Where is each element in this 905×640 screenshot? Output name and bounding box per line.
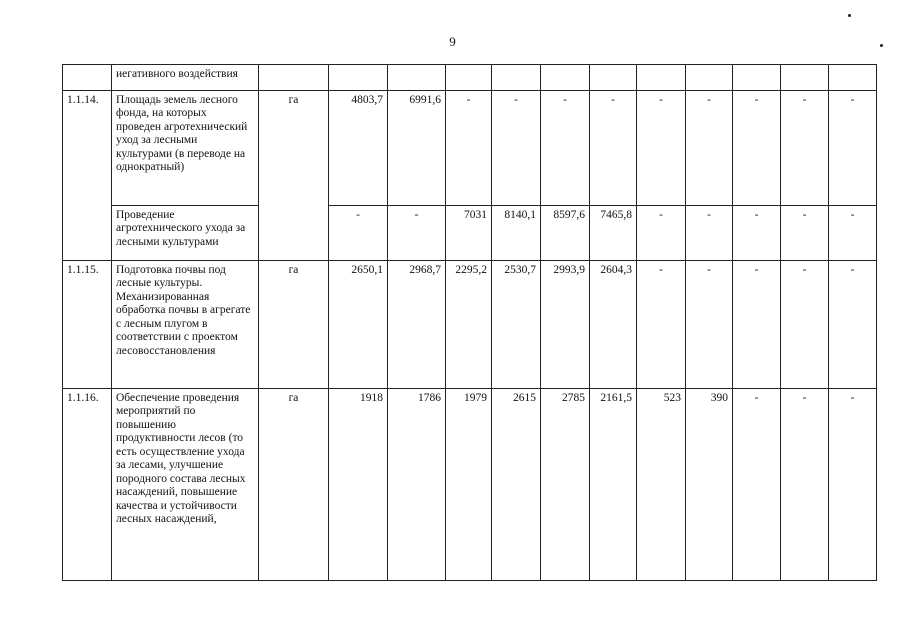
table-row [63, 261, 877, 389]
value-cell: 2993,9 [541, 261, 590, 389]
value-cell: - [829, 206, 877, 261]
value-cell: - [541, 91, 590, 206]
value-cell: - [781, 91, 829, 206]
value-cell: - [492, 91, 541, 206]
value-cell: - [733, 389, 781, 581]
value-cell: - [781, 389, 829, 581]
value-cell: 4803,7 [329, 91, 388, 206]
row-unit: га [259, 261, 329, 389]
value-cell: 2295,2 [446, 261, 492, 389]
row-unit [259, 65, 329, 91]
value-cell: 2530,7 [492, 261, 541, 389]
table-row [63, 389, 877, 581]
value-cell [733, 65, 781, 91]
row-description: Обеспечение проведения мероприятий по повышению продуктивности лесов (то есть осуществление ухода за лесами, улучшение породного состава лесных насаждений, повышение качества и устойчивости лесных насаждений, [112, 389, 259, 581]
value-cell [329, 65, 388, 91]
value-cell: - [637, 91, 686, 206]
scan-speck [880, 44, 883, 47]
row-description: Площадь земель лесного фонда, на которых проведен агротехнический уход за лесными культурами (в переводе на однократный) [112, 91, 259, 206]
value-cell: - [781, 261, 829, 389]
value-cell: 1786 [388, 389, 446, 581]
value-cell [590, 65, 637, 91]
row-unit: га [259, 389, 329, 581]
value-cell: - [637, 261, 686, 389]
value-cell: 2968,7 [388, 261, 446, 389]
row-number: 1.1.14. [63, 91, 112, 261]
value-cell [686, 65, 733, 91]
value-cell: - [829, 261, 877, 389]
value-cell: 1979 [446, 389, 492, 581]
value-cell: 2604,3 [590, 261, 637, 389]
value-cell [637, 65, 686, 91]
value-cell: 2650,1 [329, 261, 388, 389]
row-number: 1.1.15. [63, 261, 112, 389]
value-cell: - [686, 91, 733, 206]
row-number [63, 65, 112, 91]
row-description: Проведение агротехнического ухода за лесными культурами [112, 206, 259, 261]
value-cell: - [637, 206, 686, 261]
value-cell: - [686, 261, 733, 389]
value-cell: 8140,1 [492, 206, 541, 261]
value-cell: 6991,6 [388, 91, 446, 206]
value-cell: - [446, 91, 492, 206]
value-cell: - [733, 91, 781, 206]
row-unit: га [259, 91, 329, 261]
value-cell [446, 65, 492, 91]
row-number: 1.1.16. [63, 389, 112, 581]
value-cell [781, 65, 829, 91]
value-cell: 2785 [541, 389, 590, 581]
value-cell: - [329, 206, 388, 261]
value-cell: - [733, 261, 781, 389]
page-number: 9 [449, 34, 456, 49]
value-cell: - [388, 206, 446, 261]
value-cell [829, 65, 877, 91]
value-cell: 2161,5 [590, 389, 637, 581]
value-cell: - [781, 206, 829, 261]
row-description: Подготовка почвы под лесные культуры. Механизированная обработка почвы в агрегате с лесным плугом в соответствии с проектом лесовосстановления [112, 261, 259, 389]
value-cell [492, 65, 541, 91]
value-cell: - [590, 91, 637, 206]
row-description: иегативного воздействия [112, 65, 259, 91]
value-cell: 2615 [492, 389, 541, 581]
value-cell: - [733, 206, 781, 261]
value-cell: 8597,6 [541, 206, 590, 261]
table-row [63, 65, 877, 91]
value-cell: 390 [686, 389, 733, 581]
value-cell: 7031 [446, 206, 492, 261]
value-cell: 523 [637, 389, 686, 581]
value-cell: - [829, 389, 877, 581]
table-row [63, 206, 877, 261]
value-cell: - [686, 206, 733, 261]
value-cell: - [829, 91, 877, 206]
value-cell: 7465,8 [590, 206, 637, 261]
value-cell [541, 65, 590, 91]
value-cell [388, 65, 446, 91]
value-cell: 1918 [329, 389, 388, 581]
table-row [63, 91, 877, 206]
scan-speck [848, 14, 851, 17]
indicators-table [62, 64, 877, 581]
